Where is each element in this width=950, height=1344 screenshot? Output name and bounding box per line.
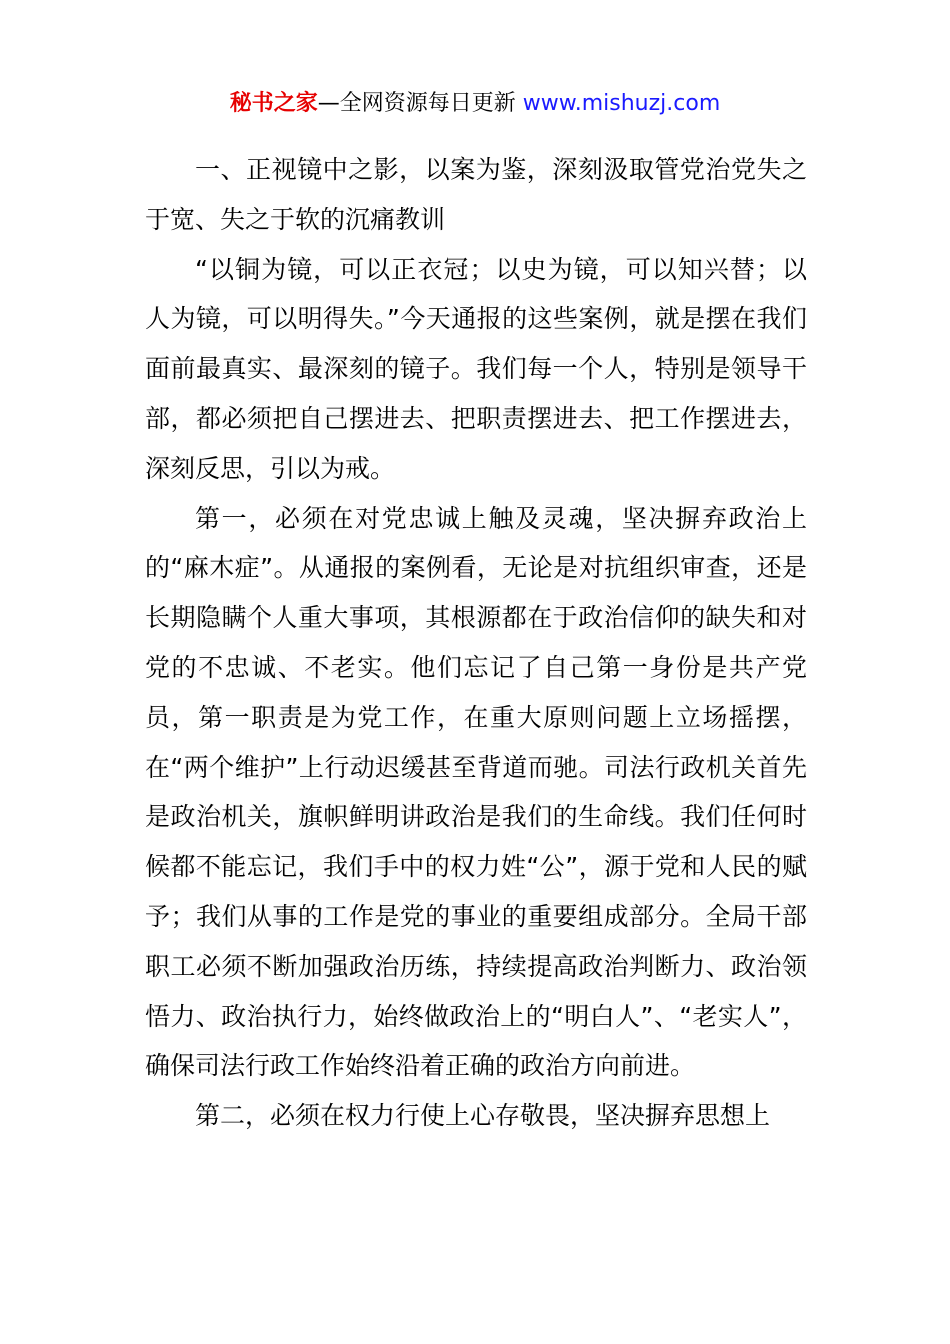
paragraph-mirror-quote: “以铜为镜，可以正衣冠；以史为镜，可以知兴替；以人为镜，可以明得失。”今天通报的这些案例，就是摆在我们面前最真实、最深刻的镜子。我们每一个人，特别是领导干部，都必须把自己摆进去、把职责摆进去、把工作摆进去，深刻反思，引以为戒。: [145, 254, 807, 483]
paragraph-first-point: 第一，必须在对党忠诚上触及灵魂，坚决摒弃政治上的“麻木症”。从通报的案例看，无论是对抗组织审查，还是长期隐瞒个人重大事项，其根源都在于政治信仰的缺失和对党的不忠诚、不老实。他们忘记了自己第一身份是共产党员，第一职责是为党工作，在重大原则问题上立场摇摆，在“两个维护”上行动迟缓甚至背道而驰。司法行政机关首先是政治机关，旗帜鲜明讲政治是我们的生命线。我们任何时候都不能忘记，我们手中的权力姓“公”，源于党和人民的赋予；我们从事的工作是党的事业的重要组成部分。全局干部职工必须不断加强政治历练，持续提高政治判断力、政治领悟力、政治执行力，始终做政治上的“明白人”、“老实人”，确保司法行政工作始终沿着正确的政治方向前进。: [145, 503, 807, 1081]
header-separator: —: [317, 91, 340, 116]
page-header: [0, 88, 950, 120]
website-link[interactable]: www.mishuzj.com: [522, 91, 721, 116]
header-tagline: 全网资源每日更新: [339, 91, 516, 116]
brand-name: 秘书之家: [229, 91, 318, 116]
section-heading: 一、正视镜中之影，以案为鉴，深刻汲取管党治党失之于宽、失之于软的沉痛教训: [145, 155, 807, 234]
document-body: [145, 145, 807, 1141]
paragraph-second-point: 第二，必须在权力行使上心存敬畏，坚决摒弃思想上: [195, 1101, 771, 1131]
